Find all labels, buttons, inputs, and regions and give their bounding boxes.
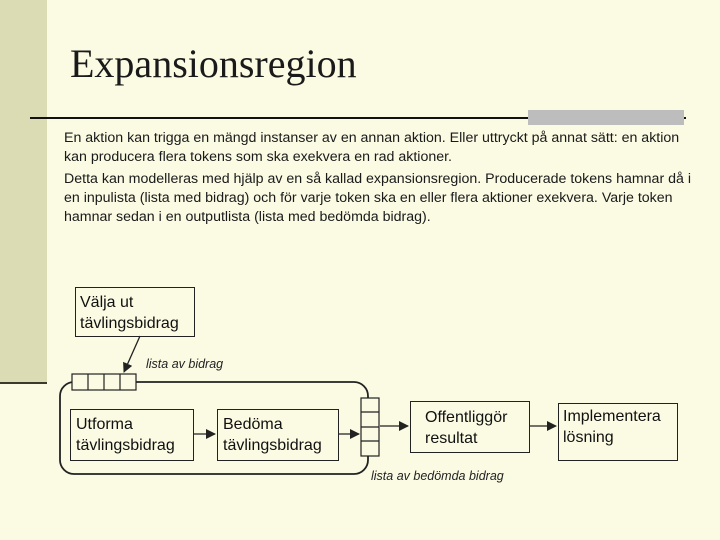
slide-title: Expansionsregion [70, 41, 357, 86]
output-list-label: lista av bedömda bidrag [371, 469, 504, 483]
output-list-pins [361, 398, 379, 456]
action-design-label: Utforma tävlingsbidrag [76, 416, 175, 454]
action-implement-label: Implementera lösning [563, 408, 661, 446]
action-publish-label: Offentliggör resultat [425, 409, 508, 447]
body-paragraph-1: En aktion kan trigga en mängd instanser av en annan aktion. Eller uttryckt på annat sätt: en aktion kan producera flera tokens som ska exekvera en rad aktioner. [64, 130, 680, 165]
edge-select-to-input [124, 336, 140, 372]
input-list-pins [72, 374, 136, 390]
action-implement-solution [558, 403, 678, 461]
action-evaluate-label: Bedöma tävlingsbidrag [223, 416, 322, 454]
input-list-label: lista av bidrag [146, 357, 224, 371]
action-evaluate-entry [217, 409, 339, 461]
action-publish-results [410, 401, 530, 453]
action-select-label: Välja ut tävlingsbidrag [80, 294, 179, 332]
action-select-entries [75, 287, 195, 337]
action-design-entry [70, 409, 194, 461]
body-paragraph-2: Detta kan modelleras med hjälp av en så kallad expansionsregion. Producerade tokens hamnar då i en inpulista (lista med bidrag) och för varje token ska en eller flera aktioner exekvera. Varje token hamnar sedan i en outputlista (lista med bedömda bidrag). [64, 171, 691, 225]
